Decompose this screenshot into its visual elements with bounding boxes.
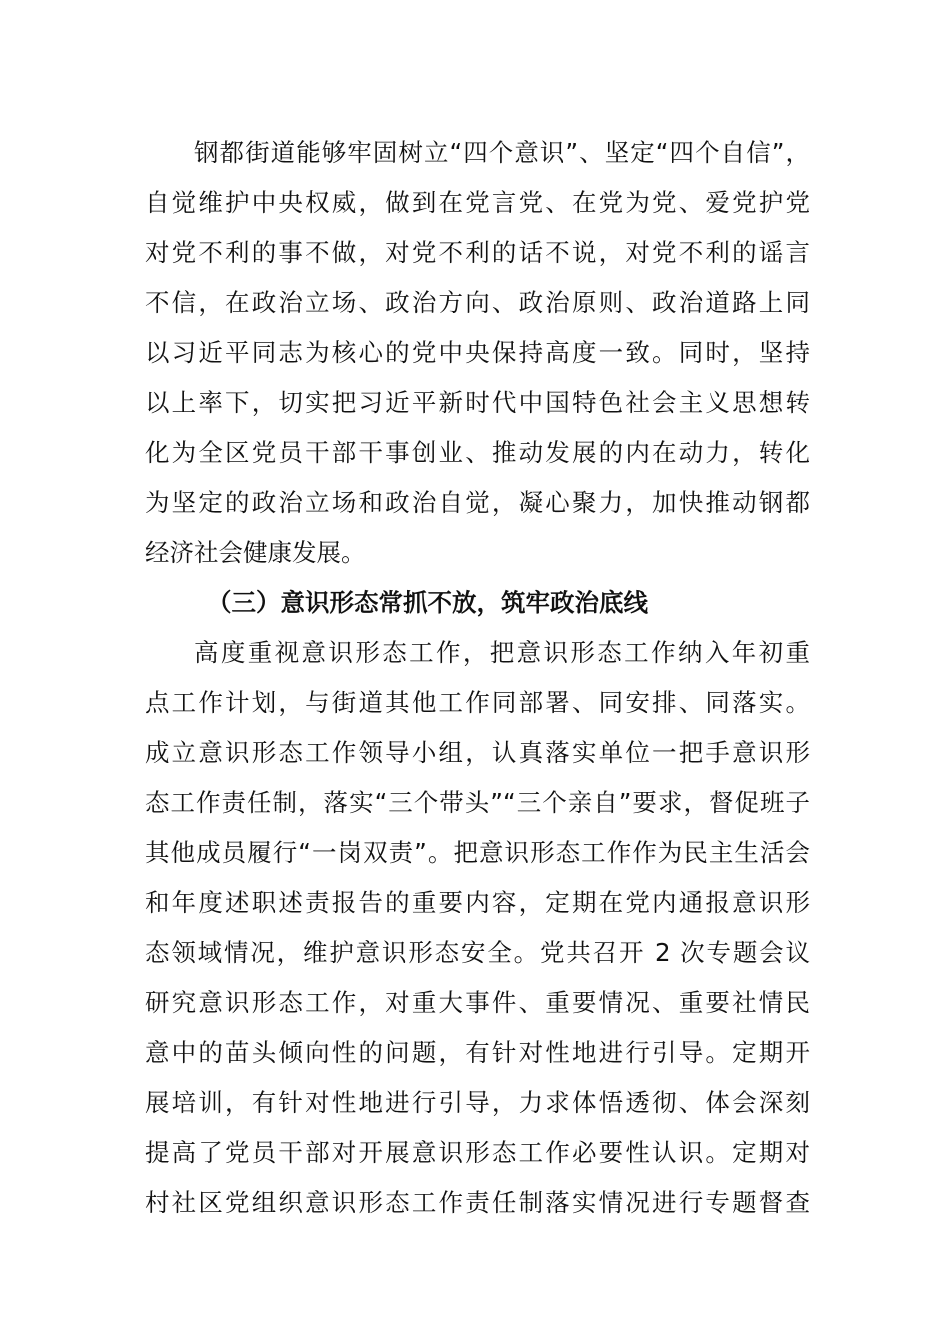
text-line: 对党不利的事不做，对党不利的话不说，对党不利的谣言 bbox=[145, 238, 810, 267]
text-line: 点工作计划，与街道其他工作同部署、同安排、同落实。 bbox=[145, 688, 810, 717]
text-line: 自觉维护中央权威，做到在党言党、在党为党、爱党护党 bbox=[145, 188, 810, 217]
paragraph-political-loyalty bbox=[145, 128, 810, 578]
text-line: 不信，在政治立场、政治方向、政治原则、政治道路上同 bbox=[145, 288, 810, 317]
text-line: 成立意识形态工作领导小组，认真落实单位一把手意识形 bbox=[145, 738, 810, 767]
text-line: 村社区党组织意识形态工作责任制落实情况进行专题督查 bbox=[145, 1188, 810, 1217]
text-line: 研究意识形态工作，对重大事件、重要情况、重要社情民 bbox=[145, 988, 810, 1017]
text-line: 展培训，有针对性地进行引导，力求体悟透彻、体会深刻 bbox=[145, 1088, 810, 1117]
text-line: 提高了党员干部对开展意识形态工作必要性认识。定期对 bbox=[145, 1138, 810, 1167]
text-line: 其他成员履行“一岗双责”。把意识形态工作作为民主生活会 bbox=[145, 838, 810, 867]
text-line: 以习近平同志为核心的党中央保持高度一致。同时，坚持 bbox=[145, 338, 810, 367]
text-line: 态工作责任制，落实“三个带头”“三个亲自”要求，督促班子 bbox=[145, 788, 810, 817]
paragraph-ideology-work bbox=[145, 628, 810, 1228]
text-line: 以上率下，切实把习近平新时代中国特色社会主义思想转 bbox=[145, 388, 810, 417]
document-body bbox=[145, 128, 810, 1228]
text-line: 态领域情况，维护意识形态安全。党共召开 2 次专题会议 bbox=[145, 938, 810, 967]
text-line: 和年度述职述责报告的重要内容，定期在党内通报意识形 bbox=[145, 888, 810, 917]
text-line: 高度重视意识形态工作，把意识形态工作纳入年初重 bbox=[194, 638, 810, 667]
text-line: 化为全区党员干部干事创业、推动发展的内在动力，转化 bbox=[145, 438, 810, 467]
text-line: 经济社会健康发展。 bbox=[145, 538, 366, 567]
text-line: 钢都街道能够牢固树立“四个意识”、坚定“四个自信”， bbox=[194, 138, 810, 167]
text-line: 意中的苗头倾向性的问题，有针对性地进行引导。定期开 bbox=[145, 1038, 810, 1067]
text-line: 为坚定的政治立场和政治自觉，凝心聚力，加快推动钢都 bbox=[145, 488, 810, 517]
section-heading: （三）意识形态常抓不放，筑牢政治底线 bbox=[207, 588, 648, 617]
